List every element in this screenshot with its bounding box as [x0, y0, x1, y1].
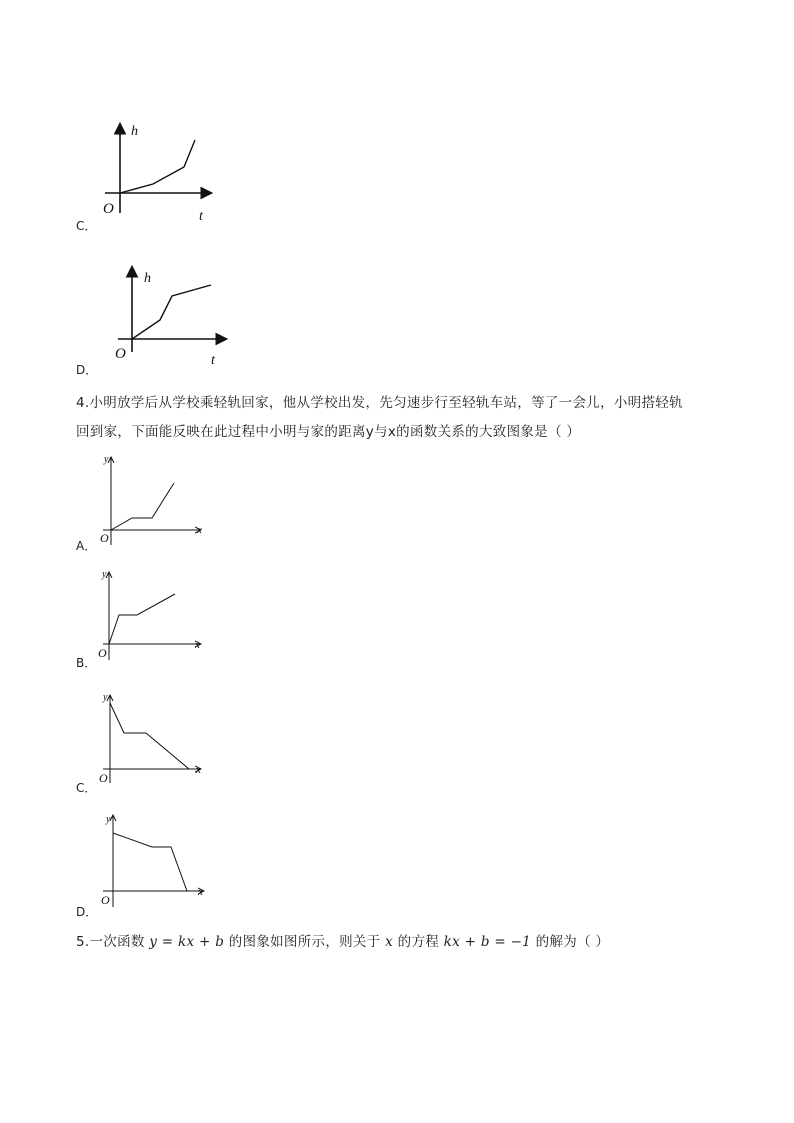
q4-option-a-graph	[95, 450, 210, 545]
q4-option-b-label: B．	[76, 656, 97, 670]
origin-label: O	[103, 201, 114, 217]
axis-label-y: y	[104, 454, 109, 465]
q4-question-line2: 回到家，下面能反映在此过程中小明与家的距离y与x的函数关系的大致图象是（ ）	[76, 424, 581, 440]
axis-label-x: x	[197, 524, 202, 536]
axis-label-x: x	[198, 886, 203, 898]
graph-line	[120, 140, 195, 193]
graph-line	[110, 703, 189, 769]
q4-question-line1: 4.小明放学后从学校乘轻轨回家，他从学校出发，先匀速步行至轻轨车站，等了一会儿，小明搭轻轨	[76, 395, 683, 411]
axis-label-x: x	[195, 639, 200, 651]
q4-option-c-graph	[95, 688, 210, 783]
q5-formula-equation: kx + b = −1	[443, 934, 532, 950]
q5-variable: x	[385, 934, 394, 950]
axis-label-y: h	[144, 271, 151, 286]
axis-label-y: h	[131, 124, 138, 139]
origin-label: O	[99, 771, 108, 783]
axis-label-x: x	[196, 764, 201, 776]
graph-line	[109, 594, 175, 644]
axis-label-y: y	[102, 569, 107, 580]
q3-option-d-graph	[110, 260, 240, 370]
q3-option-c-label: C．	[76, 219, 97, 233]
q4-option-c-label: C．	[76, 781, 97, 795]
q3-option-c-graph	[95, 115, 225, 225]
origin-label: O	[98, 646, 107, 660]
q3-option-d-label: D．	[76, 363, 98, 377]
axis-label-y: y	[106, 814, 111, 825]
axis-label-x: t	[211, 353, 215, 368]
origin-label: O	[100, 531, 109, 545]
q5-middle2: 的方程	[393, 934, 444, 950]
origin-label: O	[115, 346, 126, 362]
q5-prefix: 5.一次函数	[76, 934, 150, 950]
q4-option-d-graph	[95, 812, 210, 907]
graph-line	[111, 483, 174, 530]
q5-middle1: 的图象如图所示，则关于	[224, 934, 386, 950]
q5-suffix: 的解为（ ）	[531, 934, 610, 950]
q4-option-d-label: D．	[76, 905, 98, 919]
graph-line	[113, 833, 187, 891]
q5-question	[76, 928, 609, 957]
q4-option-a-label: A．	[76, 539, 97, 553]
origin-label: O	[101, 893, 110, 907]
axis-label-x: t	[199, 209, 203, 224]
q4-option-b-graph	[95, 565, 210, 660]
axis-label-y: y	[103, 692, 108, 703]
graph-line	[132, 285, 211, 339]
q5-formula-linear-function: y = kx + b	[149, 934, 225, 950]
